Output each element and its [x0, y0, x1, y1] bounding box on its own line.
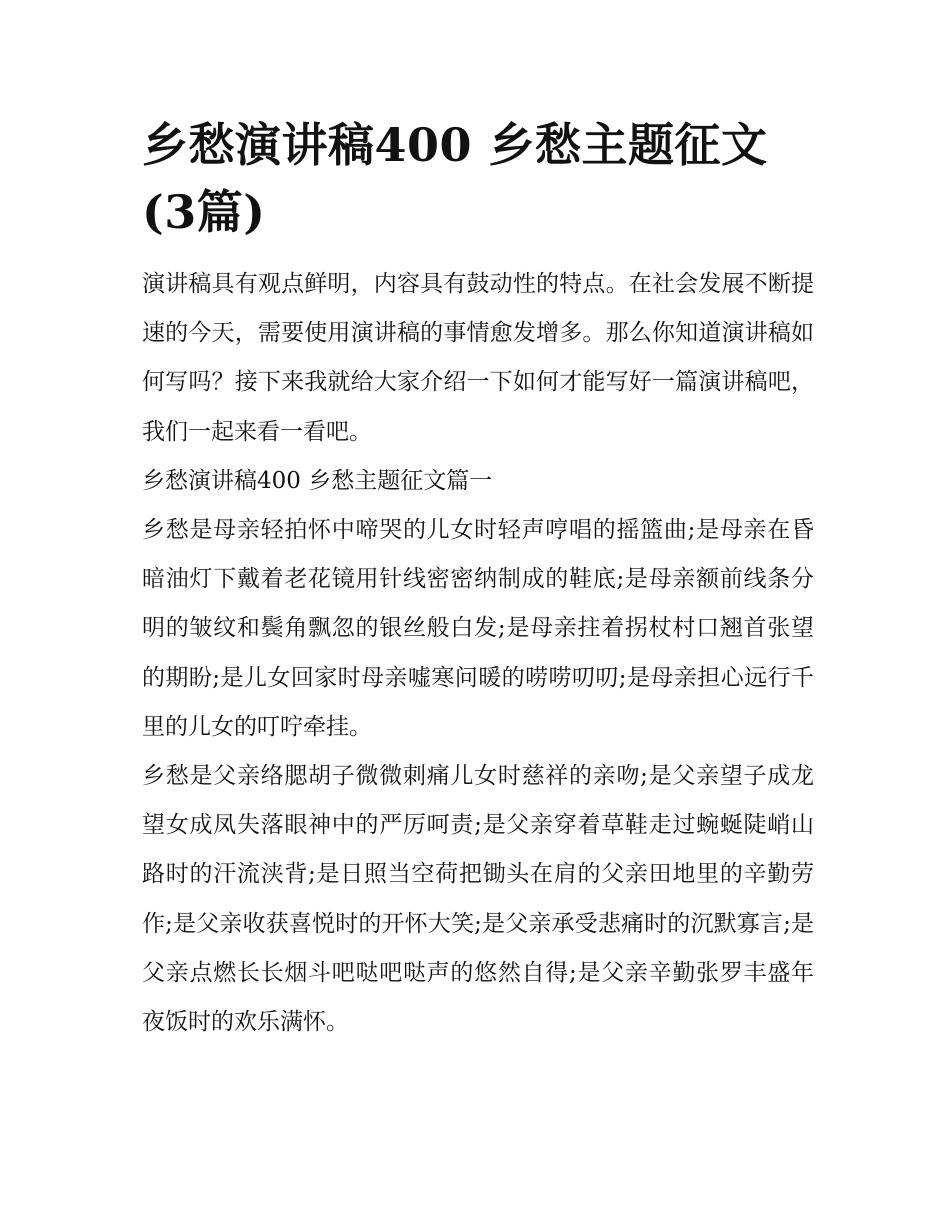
section-heading: 乡愁演讲稿400 乡愁主题征文篇一 [142, 467, 493, 494]
body-paragraph-mother: 乡愁是母亲轻拍怀中啼哭的儿女时轻声哼唱的摇篮曲;是母亲在昏暗油灯下戴着老花镜用针线密密纳制成的鞋底;是母亲额前线条分明的皱纹和鬓角飘忽的银丝般白发;是母亲拄着拐杖村口翘首张望的期盼;是儿女回家时母亲嘘寒问暖的唠唠叨叨;是母亲担心远行千里的儿女的叮咛牵挂。 [142, 517, 814, 740]
body-paragraph-father: 乡愁是父亲络腮胡子微微刺痛儿女时慈祥的亲吻;是父亲望子成龙望女成凤失落眼神中的严厉呵责;是父亲穿着草鞋走过蜿蜒陡峭山路时的汗流浃背;是日照当空荷把锄头在肩的父亲田地里的辛勤劳作;是父亲收获喜悦时的开怀大笑;是父亲承受悲痛时的沉默寡言;是父亲点燃长长烟斗吧哒吧哒声的悠然自得;是父亲辛勤张罗丰盛年夜饭时的欢乐满怀。 [142, 763, 814, 1036]
document-page [142, 112, 814, 1047]
document-body [142, 260, 814, 1047]
document-title: 乡愁演讲稿400 乡愁主题征文(3篇) [142, 118, 768, 239]
intro-paragraph: 演讲稿具有观点鲜明，内容具有鼓动性的特点。在社会发展不断提速的今天，需要使用演讲稿的事情愈发增多。那么你知道演讲稿如何写吗？接下来我就给大家介绍一下如何才能写好一篇演讲稿吧，我们一起来看一看吧。 [142, 271, 814, 445]
